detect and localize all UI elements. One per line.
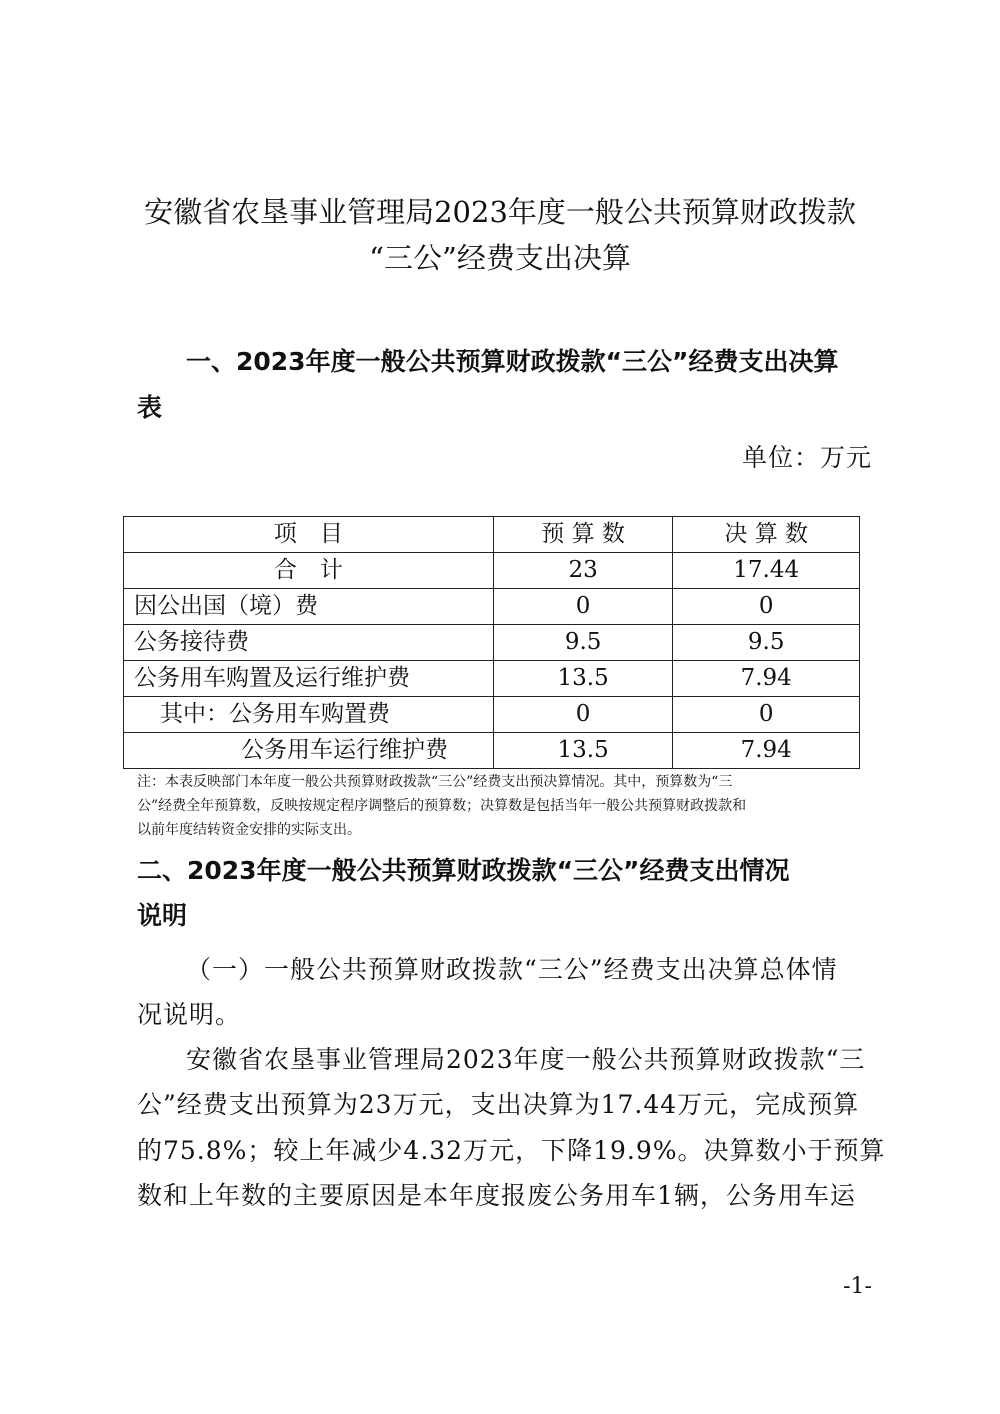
paragraph-line: 安徽省农垦事业管理局2023年度一般公共预算财政拨款“三 (186, 1045, 866, 1074)
document-title-line2: “三公”经费支出决算 (369, 241, 631, 275)
row-actual: 9.5 (673, 625, 860, 661)
document-title-line1: 安徽省农垦事业管理局2023年度一般公共预算财政拨款 (144, 195, 856, 229)
header-item: 项 目 (124, 517, 494, 553)
row-item: 公务用车运行维护费 (124, 733, 494, 769)
row-item: 公务接待费 (124, 625, 494, 661)
section1-heading: 一、2023年度一般公共预算财政拨款“三公”经费支出决算 (186, 347, 839, 376)
row-actual: 0 (673, 697, 860, 733)
section1-heading-cont: 表 (137, 393, 163, 422)
row-actual: 7.94 (673, 733, 860, 769)
paragraph-line: 公”经费支出预算为23万元，支出决算为17.44万元，完成预算 (137, 1090, 860, 1119)
subsection-heading-cont: 况说明。 (137, 1000, 242, 1029)
three-public-expense-table (123, 516, 860, 769)
table-row (124, 553, 860, 589)
unit-label: 单位：万元 (741, 443, 872, 472)
row-budget: 13.5 (493, 733, 673, 769)
row-actual: 0 (673, 589, 860, 625)
table-row (124, 697, 860, 733)
row-budget: 0 (493, 589, 673, 625)
paragraph-line: 的75.8%；较上年减少4.32万元，下降19.9%。决算数小于预算 (137, 1136, 886, 1165)
row-item: 其中：公务用车购置费 (124, 697, 494, 733)
header-actual: 决 算 数 (673, 517, 860, 553)
row-budget: 0 (493, 697, 673, 733)
row-budget: 9.5 (493, 625, 673, 661)
table-row (124, 625, 860, 661)
row-budget: 23 (493, 553, 673, 589)
row-item: 公务用车购置及运行维护费 (124, 661, 494, 697)
row-budget: 13.5 (493, 661, 673, 697)
row-item: 合 计 (124, 553, 494, 589)
header-budget: 预 算 数 (493, 517, 673, 553)
row-item: 因公出国（境）费 (124, 589, 494, 625)
row-actual: 7.94 (673, 661, 860, 697)
table-note-line: 注：本表反映部门本年度一般公共预算财政拨款“三公”经费支出预决算情况。其中，预算数为“三 (137, 774, 733, 790)
table-header-row (124, 517, 860, 553)
table-row (124, 661, 860, 697)
table-note-line: 公”经费全年预算数，反映按规定程序调整后的预算数；决算数是包括当年一般公共预算财政拨款和 (137, 798, 747, 814)
table-note-line: 以前年度结转资金安排的实际支出。 (137, 822, 361, 838)
subsection-heading: （一）一般公共预算财政拨款“三公”经费支出决算总体情 (186, 955, 838, 984)
table-row (124, 589, 860, 625)
paragraph-line: 数和上年数的主要原因是本年度报废公务用车1辆，公务用车运 (137, 1181, 856, 1210)
section2-heading-cont: 说明 (137, 901, 188, 930)
section2-heading: 二、2023年度一般公共预算财政拨款“三公”经费支出情况 (137, 856, 790, 885)
table-row (124, 733, 860, 769)
page-number: -1- (843, 1274, 872, 1299)
row-actual: 17.44 (673, 553, 860, 589)
